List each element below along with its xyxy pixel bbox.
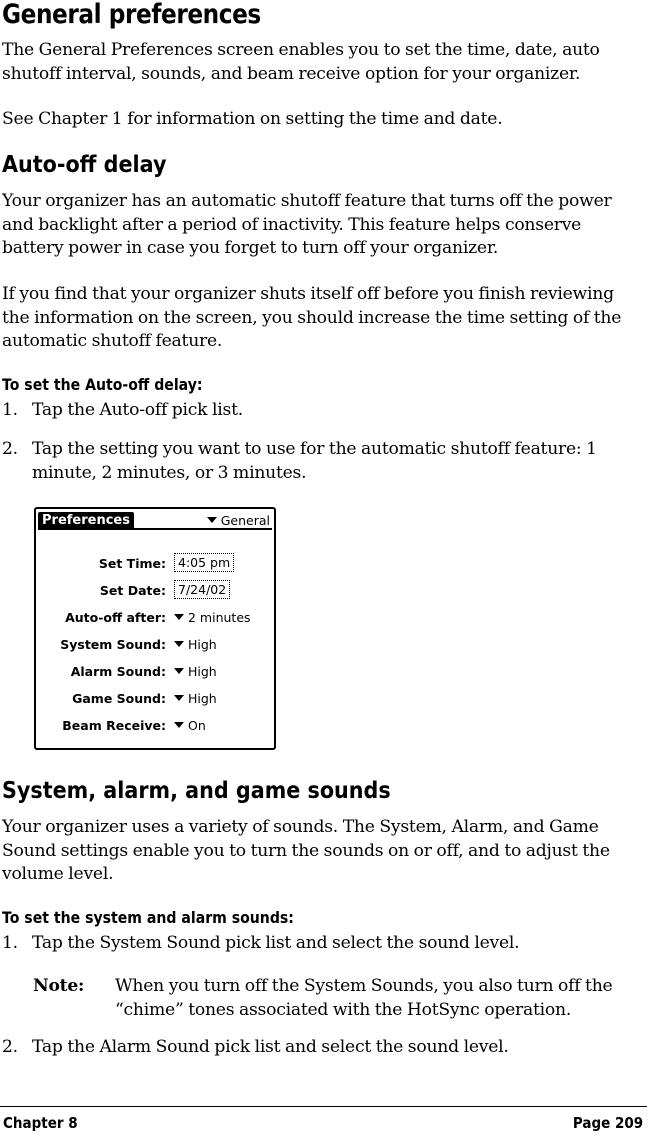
beam-receive-value: On xyxy=(188,718,206,733)
beam-receive-label: Beam Receive: xyxy=(62,718,166,733)
preferences-title-tab: Preferences xyxy=(38,512,134,530)
dropdown-arrow-icon xyxy=(174,722,184,728)
step-number: 1. xyxy=(2,400,18,420)
intro-paragraph: The General Preferences screen enables you to set the time, date, auto shutoff interval, sounds, and beam receive option for your organizer. xyxy=(2,40,600,84)
alarm-sound-row xyxy=(36,662,274,682)
footer-chapter: Chapter 8 xyxy=(3,1114,78,1132)
alarm-sound-value: High xyxy=(188,664,217,679)
beam-receive-row xyxy=(36,716,274,736)
system-sound-picker[interactable] xyxy=(174,637,217,652)
auto-off-label: Auto-off after: xyxy=(65,610,166,625)
alarm-sound-label: Alarm Sound: xyxy=(70,664,166,679)
auto-off-step-2 xyxy=(2,438,642,485)
footer-page-number: Page 209 xyxy=(572,1114,643,1132)
dropdown-arrow-icon xyxy=(174,614,184,620)
set-date-label: Set Date: xyxy=(99,583,166,598)
system-sound-row xyxy=(36,635,274,655)
set-time-field[interactable]: 4:05 pm xyxy=(174,553,234,572)
preferences-screenshot xyxy=(34,507,276,750)
auto-off-procedure-heading: To set the Auto-off delay: xyxy=(2,375,203,394)
category-value: General xyxy=(220,513,270,528)
sounds-procedure-heading: To set the system and alarm sounds: xyxy=(2,908,294,927)
dropdown-arrow-icon xyxy=(174,668,184,674)
auto-off-paragraph-2: If you find that your organizer shuts itself off before you finish reviewing the information on the screen, you should increase the time setting of the automatic shutoff feature. xyxy=(2,284,622,351)
game-sound-row xyxy=(36,689,274,709)
page-title: General preferences xyxy=(2,0,261,30)
note-block xyxy=(33,975,643,1022)
step-text: Tap the Auto-off pick list. xyxy=(32,400,243,420)
sounds-step-1 xyxy=(2,932,642,956)
sounds-heading: System, alarm, and game sounds xyxy=(2,778,391,804)
system-sound-value: High xyxy=(188,637,217,652)
title-underline xyxy=(38,528,272,530)
note-text: When you turn off the System Sounds, you also turn off the “chime” tones associated with the HotSync operation. xyxy=(115,976,613,1020)
note-label: Note: xyxy=(33,976,85,996)
set-date-field[interactable]: 7/24/02 xyxy=(174,580,230,599)
footer-divider xyxy=(0,1106,647,1107)
step-number: 1. xyxy=(2,933,18,953)
sounds-step-2 xyxy=(2,1036,642,1060)
auto-off-step-1 xyxy=(2,399,642,423)
set-date-row xyxy=(36,581,274,601)
alarm-sound-picker[interactable] xyxy=(174,664,217,679)
beam-receive-picker[interactable] xyxy=(174,718,206,733)
auto-off-paragraph-1: Your organizer has an automatic shutoff feature that turns off the power and backlight after a period of inactivity. This feature helps conserve battery power in case you forget to turn off your organizer. xyxy=(2,191,612,258)
set-time-row xyxy=(36,554,274,574)
auto-off-value: 2 minutes xyxy=(188,610,251,625)
step-text: Tap the System Sound pick list and select the sound level. xyxy=(32,933,520,953)
sounds-paragraph: Your organizer uses a variety of sounds. The System, Alarm, and Game Sound settings enable you to turn the sounds on or off, and to adjust the volume level. xyxy=(2,817,610,884)
auto-off-picker[interactable] xyxy=(174,610,251,625)
dropdown-arrow-icon xyxy=(174,641,184,647)
game-sound-label: Game Sound: xyxy=(72,691,166,706)
auto-off-row xyxy=(36,608,274,628)
dropdown-arrow-icon xyxy=(174,695,184,701)
auto-off-heading: Auto-off delay xyxy=(2,152,167,178)
step-number: 2. xyxy=(2,1037,18,1057)
game-sound-picker[interactable] xyxy=(174,691,217,706)
category-picker[interactable] xyxy=(207,513,270,528)
game-sound-value: High xyxy=(188,691,217,706)
system-sound-label: System Sound: xyxy=(60,637,166,652)
step-number: 2. xyxy=(2,439,18,459)
see-chapter-paragraph: See Chapter 1 for information on setting the time and date. xyxy=(2,109,503,129)
set-time-label: Set Time: xyxy=(98,556,166,571)
step-text: Tap the setting you want to use for the automatic shutoff feature: 1 minute, 2 minutes, or 3 minutes. xyxy=(32,439,597,483)
dropdown-arrow-icon xyxy=(207,517,217,523)
step-text: Tap the Alarm Sound pick list and select the sound level. xyxy=(32,1037,509,1057)
